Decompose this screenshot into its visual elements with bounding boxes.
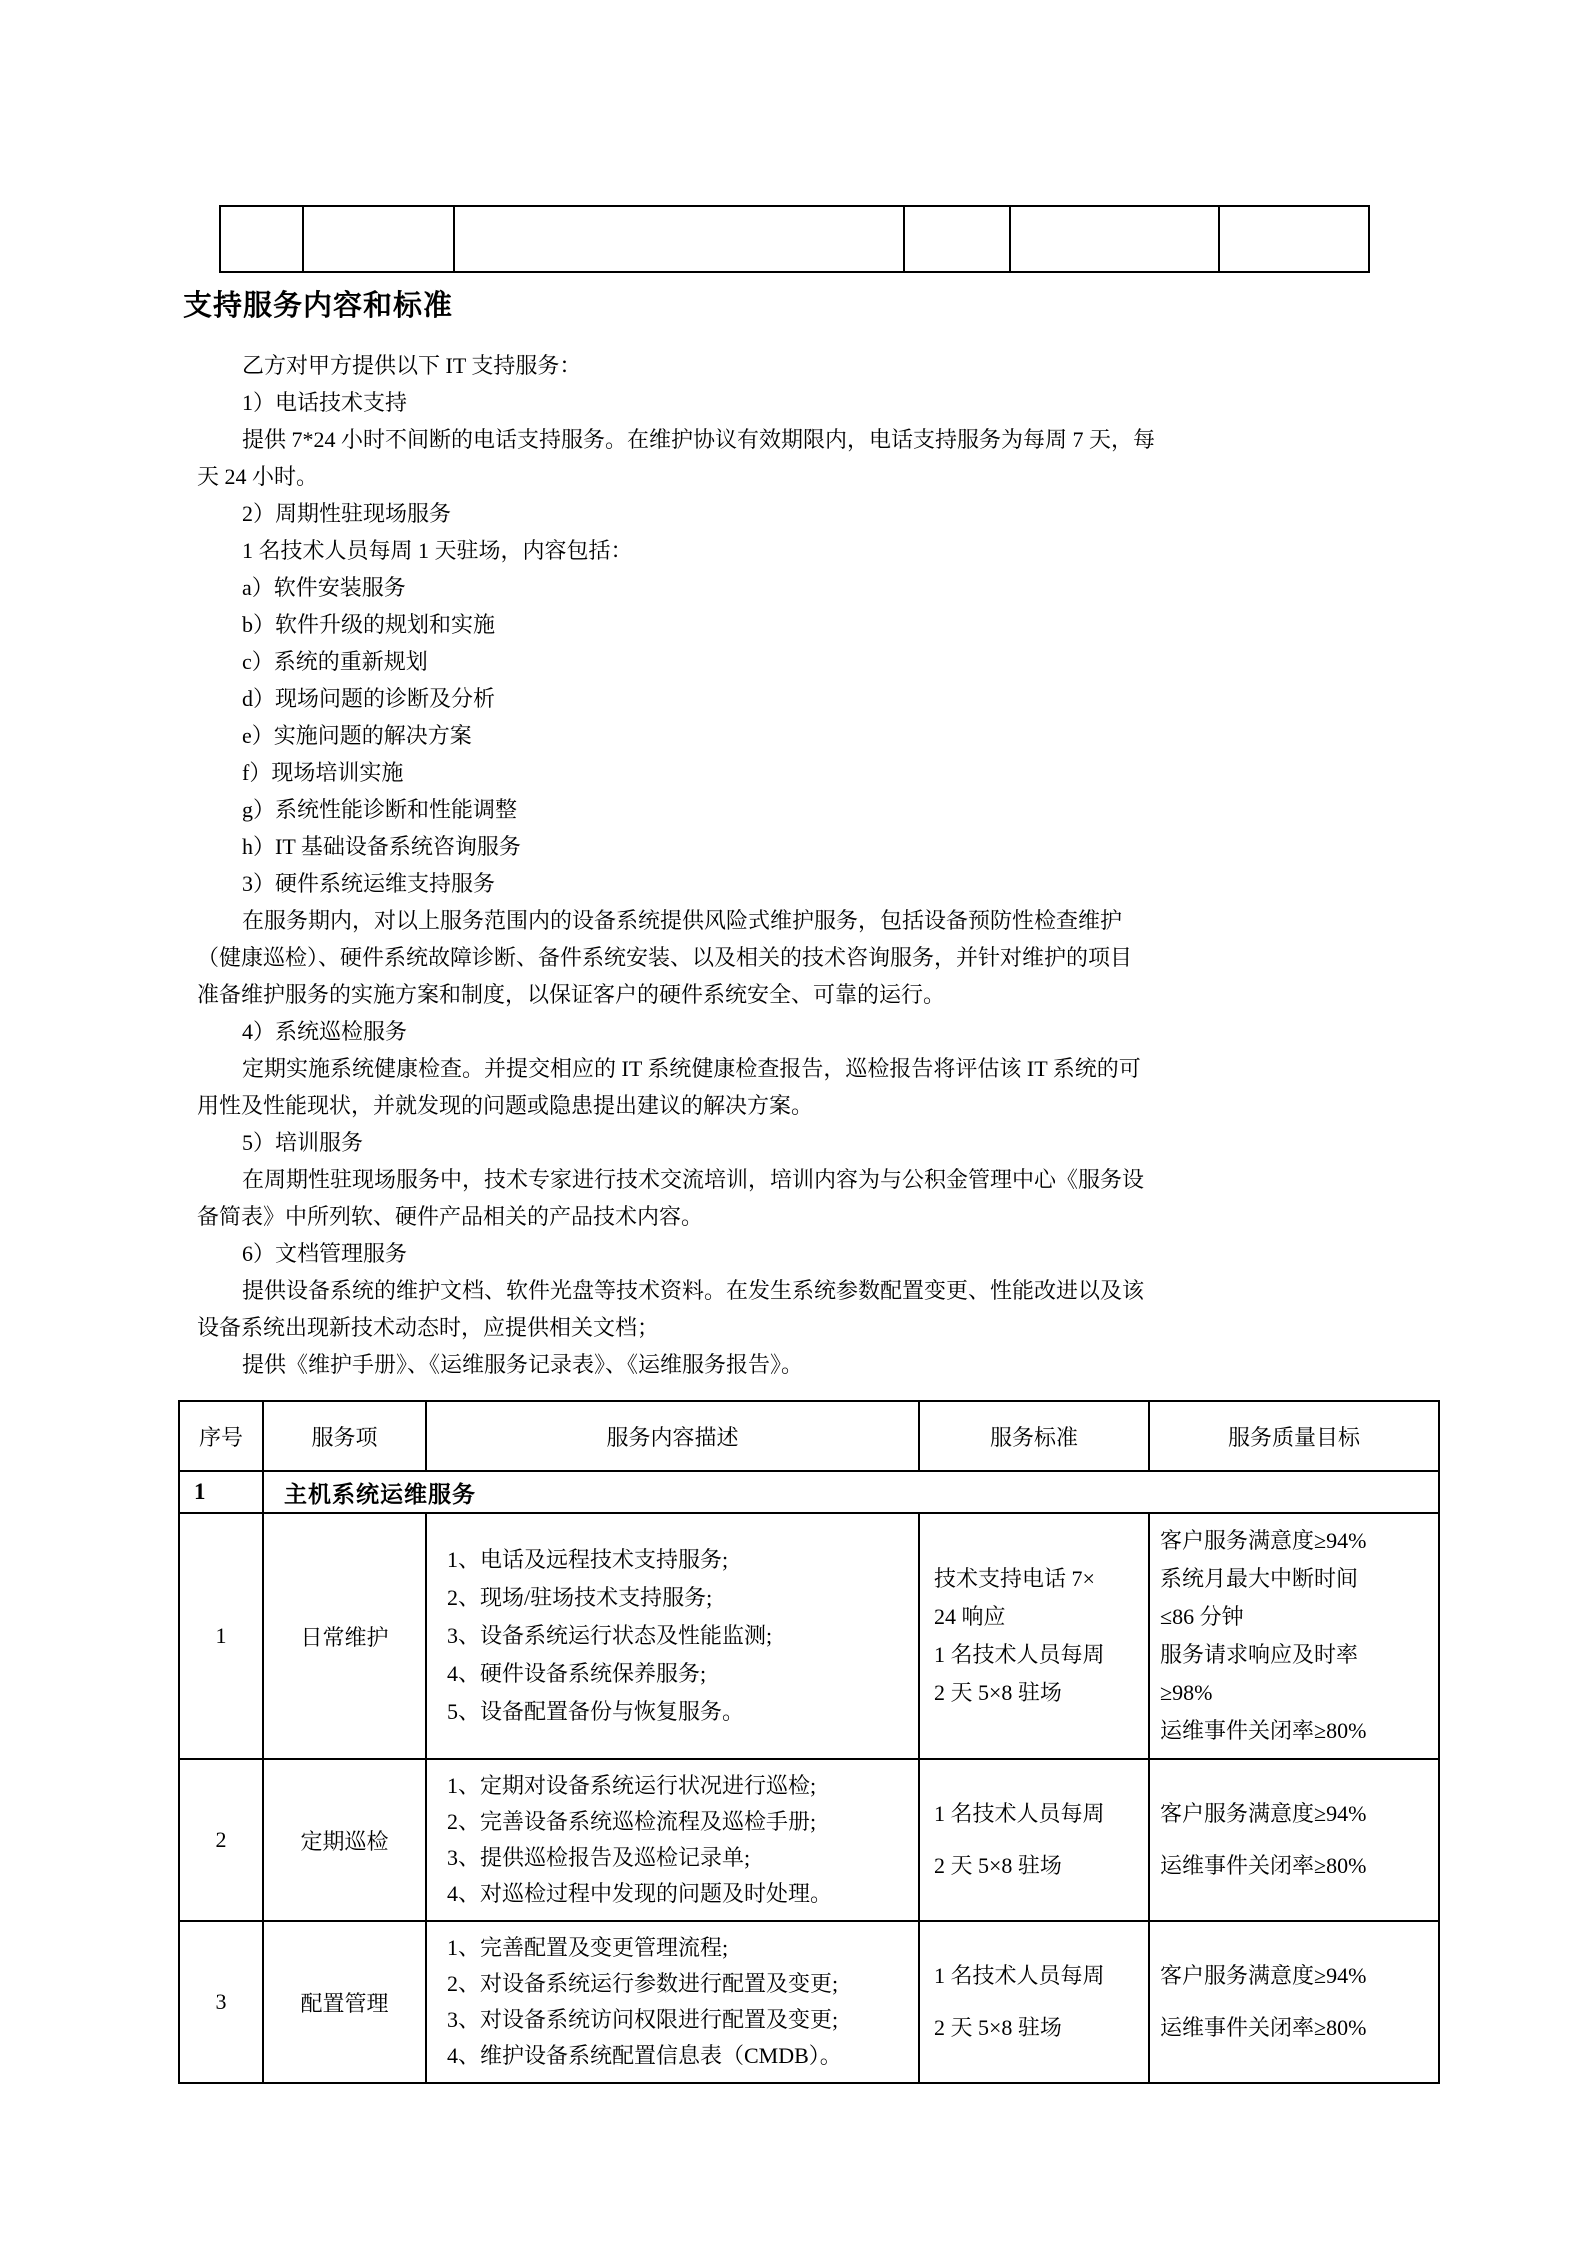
paragraph-line: 提供设备系统的维护文档、软件光盘等技术资料。在发生系统参数配置变更、性能改进以及该 (242, 1278, 1145, 1303)
cell-goal (1149, 1513, 1439, 1759)
paragraph-line: 设备系统出现新技术动态时，应提供相关文档； (197, 1315, 660, 1340)
body-text (197, 347, 1487, 1383)
col-header-seq: 序号 (179, 1401, 263, 1471)
cell-item: 日常维护 (263, 1513, 426, 1759)
fragment-cell (454, 206, 904, 272)
paragraph-line: d）现场问题的诊断及分析 (242, 686, 496, 711)
cell-line: 4、硬件设备系统保养服务; (447, 1661, 707, 1686)
cell-line: 1、电话及远程技术支持服务; (447, 1547, 729, 1572)
cell-item: 配置管理 (263, 1921, 426, 2083)
cell-desc (426, 1921, 919, 2083)
cell-line: 3、提供巡检报告及巡检记录单; (447, 1845, 751, 1870)
cell-line: 1 名技术人员每周 (934, 1963, 1105, 1988)
cell-line: 运维事件关闭率≥80% (1160, 2015, 1367, 2040)
paragraph-line: 在服务期内，对以上服务范围内的设备系统提供风险式维护服务，包括设备预防性检查维护 (242, 908, 1123, 933)
paragraph-line: e）实施问题的解决方案 (242, 723, 472, 748)
paragraph-line: 1 名技术人员每周 1 天驻场，内容包括： (242, 538, 633, 563)
fragment-cell (1010, 206, 1219, 272)
paragraph-line: 1）电话技术支持 (242, 390, 408, 415)
paragraph-line: 6）文档管理服务 (242, 1241, 408, 1266)
cell-line: 24 响应 (934, 1604, 1006, 1629)
fragment-cell (1219, 206, 1369, 272)
table-row (179, 1759, 1439, 1921)
cell-line: ≥98% (1160, 1680, 1213, 1705)
paragraph-line: 3）硬件系统运维支持服务 (242, 871, 496, 896)
cell-line: ≤86 分钟 (1160, 1604, 1244, 1629)
col-header-standard: 服务标准 (919, 1401, 1149, 1471)
cell-goal (1149, 1759, 1439, 1921)
cell-line: 1、定期对设备系统运行状况进行巡检; (447, 1773, 817, 1798)
cell-line: 3、对设备系统访问权限进行配置及变更; (447, 2007, 839, 2032)
paragraph-line: h）IT 基础设备系统咨询服务 (242, 834, 521, 859)
cell-line: 1 名技术人员每周 (934, 1801, 1105, 1826)
paragraph-line: 4）系统巡检服务 (242, 1019, 408, 1044)
cell-standard (919, 1759, 1149, 1921)
cell-line: 4、对巡检过程中发现的问题及时处理。 (447, 1881, 833, 1906)
cell-line: 运维事件关闭率≥80% (1160, 1853, 1367, 1878)
paragraph-line: 提供 7*24 小时不间断的电话支持服务。在维护协议有效期限内，电话支持服务为每周 7 天，每 (242, 427, 1156, 452)
paragraph-line: 提供《维护手册》、《运维服务记录表》、《运维服务报告》。 (242, 1352, 804, 1377)
cell-line: 技术支持电话 7× (934, 1566, 1095, 1591)
paragraph-line: c）系统的重新规划 (242, 649, 428, 674)
section-heading: 支持服务内容和标准 (183, 290, 454, 322)
continued-table-fragment (219, 205, 1370, 273)
cell-line: 服务请求响应及时率 (1160, 1642, 1359, 1667)
group-row (179, 1471, 1439, 1513)
cell-desc (426, 1513, 919, 1759)
paragraph-line: f）现场培训实施 (242, 760, 404, 785)
cell-seq: 1 (179, 1513, 263, 1759)
cell-line: 2、现场/驻场技术支持服务; (447, 1585, 713, 1610)
paragraph-line: 乙方对甲方提供以下 IT 支持服务： (242, 353, 582, 378)
fragment-cell (904, 206, 1010, 272)
table-row (179, 1513, 1439, 1759)
table-row (179, 1921, 1439, 2083)
cell-line: 2 天 5×8 驻场 (934, 1680, 1062, 1705)
cell-item: 定期巡检 (263, 1759, 426, 1921)
service-table (178, 1400, 1440, 2084)
cell-line: 客户服务满意度≥94% (1160, 1963, 1367, 1988)
col-header-item: 服务项 (263, 1401, 426, 1471)
col-header-goal: 服务质量目标 (1149, 1401, 1439, 1471)
cell-line: 2 天 5×8 驻场 (934, 2015, 1062, 2040)
cell-line: 客户服务满意度≥94% (1160, 1528, 1367, 1553)
cell-line: 系统月最大中断时间 (1160, 1566, 1359, 1591)
cell-line: 2、完善设备系统巡检流程及巡检手册; (447, 1809, 817, 1834)
paragraph-line: 用性及性能现状，并就发现的问题或隐患提出建议的解决方案。 (197, 1093, 814, 1118)
group-row-title: 主机系统运维服务 (263, 1471, 1439, 1513)
paragraph-line: g）系统性能诊断和性能调整 (242, 797, 518, 822)
cell-seq: 2 (179, 1759, 263, 1921)
cell-line: 5、设备配置备份与恢复服务。 (447, 1699, 745, 1724)
cell-line: 1 名技术人员每周 (934, 1642, 1105, 1667)
group-row-number: 1 (179, 1471, 263, 1513)
paragraph-line: 天 24 小时。 (197, 464, 319, 489)
paragraph-line: 准备维护服务的实施方案和制度，以保证客户的硬件系统安全、可靠的运行。 (197, 982, 946, 1007)
paragraph-line: 备简表》中所列软、硬件产品相关的产品技术内容。 (197, 1204, 704, 1229)
cell-line: 2 天 5×8 驻场 (934, 1853, 1062, 1878)
paragraph-line: 定期实施系统健康检查。并提交相应的 IT 系统健康检查报告，巡检报告将评估该 IT 系统的可 (242, 1056, 1141, 1081)
paragraph-line: 2）周期性驻现场服务 (242, 501, 452, 526)
cell-line: 2、对设备系统运行参数进行配置及变更; (447, 1971, 839, 1996)
cell-standard (919, 1921, 1149, 2083)
cell-desc (426, 1759, 919, 1921)
cell-seq: 3 (179, 1921, 263, 2083)
cell-line: 运维事件关闭率≥80% (1160, 1718, 1367, 1743)
cell-line: 4、维护设备系统配置信息表（CMDB）。 (447, 2043, 842, 2068)
service-table-header-row (179, 1401, 1439, 1471)
fragment-cell (220, 206, 303, 272)
cell-line: 1、完善配置及变更管理流程; (447, 1935, 729, 1960)
paragraph-line: （健康巡检）、硬件系统故障诊断、备件系统安装、以及相关的技术咨询服务，并针对维护的项目 (197, 945, 1133, 970)
paragraph-line: 在周期性驻现场服务中，技术专家进行技术交流培训，培训内容为与公积金管理中心《服务设 (242, 1167, 1145, 1192)
col-header-desc: 服务内容描述 (426, 1401, 919, 1471)
paragraph-line: b）软件升级的规划和实施 (242, 612, 496, 637)
fragment-row (220, 206, 1369, 272)
paragraph-line: a）软件安装服务 (242, 575, 406, 600)
cell-line: 3、设备系统运行状态及性能监测; (447, 1623, 773, 1648)
cell-standard (919, 1513, 1149, 1759)
paragraph-line: 5）培训服务 (242, 1130, 364, 1155)
cell-line: 客户服务满意度≥94% (1160, 1801, 1367, 1826)
cell-goal (1149, 1921, 1439, 2083)
fragment-cell (303, 206, 454, 272)
